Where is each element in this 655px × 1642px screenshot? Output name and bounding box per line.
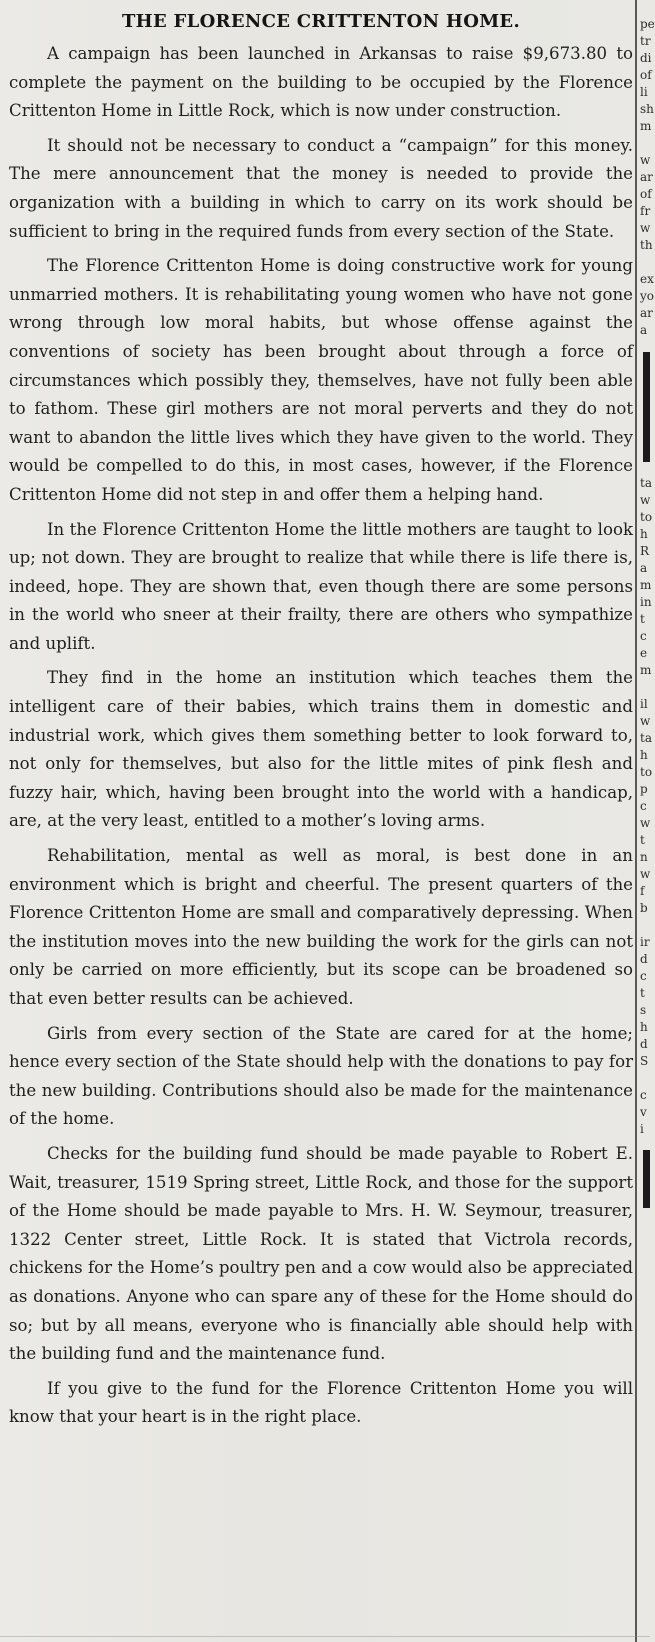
adjacent-column-fragment: w <box>640 867 651 881</box>
adjacent-column-fragment: ex <box>640 272 654 286</box>
adjacent-column-fragment: sh <box>640 102 654 116</box>
adjacent-column-fragment: h <box>640 748 648 762</box>
adjacent-column-fragment: d <box>640 952 648 966</box>
adjacent-column-bar-bottom <box>643 1150 650 1208</box>
adjacent-column-fragment: s <box>640 1003 647 1017</box>
adjacent-column-fragment: p <box>640 782 648 796</box>
adjacent-column-fragment: w <box>640 153 651 167</box>
paragraph-1: A campaign has been launched in Arkansas to raise $9,673.80 to complete the payment on the building to be occupied by the Florence Crittenton Home in Little Rock, which is now under construction. <box>9 44 633 121</box>
adjacent-column-fragments <box>640 16 655 1138</box>
adjacent-column-fragment: c <box>640 1088 647 1102</box>
paragraph-6: Rehabilitation, mental as well as moral, is best done in an environment which is bright and cheerful. The present quarters of the Florence Crittenton Home are small and comparatively depressing. When the institution moves into the new building the work for the girls can not only be carried on more efficiently, but its scope can be broadened so that even better results can be achieved. <box>9 846 633 1008</box>
adjacent-column-fragment: t <box>640 612 645 626</box>
adjacent-column-fragment: i <box>640 1122 644 1136</box>
adjacent-column-fragment: v <box>640 1105 647 1119</box>
adjacent-column-fragment: of <box>640 68 652 82</box>
paragraph-8: Checks for the building fund should be made payable to Robert E. Wait, treasurer, 1519 Spring street, Little Rock, and those for the support of the Home should be made payable to Mrs. H. W. Seymour, treasurer, 1322 Center street, Little Rock. It is stated that Victrola records, chickens for the Home’s poultry pen and a cow would also be appreciated as donations. Anyone who can spare any of these for the Home should do so; but by all means, everyone who is financially able should help with the building fund and the maintenance fund. <box>9 1143 633 1364</box>
adjacent-column-fragment: in <box>640 595 652 609</box>
adjacent-column-fragment: di <box>640 51 652 65</box>
adjacent-column-fragment: a <box>640 323 648 337</box>
adjacent-column-fragment: fr <box>640 204 651 218</box>
adjacent-column-fragment: yo <box>640 289 655 303</box>
adjacent-column-fragment: ar <box>640 170 653 184</box>
adjacent-column-fragment: f <box>640 884 645 898</box>
adjacent-column-fragment <box>640 1070 652 1087</box>
adjacent-column-fragment: w <box>640 816 651 830</box>
paragraph-4: In the Florence Crittenton Home the little mothers are taught to look up; not down. They are brought to realize that while there is life there is, indeed, hope. They are shown that, even though there are some persons in the world who sneer at their frailty, there are others who sympathize and uplift. <box>9 519 633 653</box>
paragraph-7: Girls from every section of the State are cared for at the home; hence every section of the State should help with the donations to pay for the new building. Contributions should also be made for the maintenance of the home. <box>9 1023 633 1129</box>
adjacent-column-fragment: a <box>640 561 648 575</box>
adjacent-column-fragment <box>640 917 652 934</box>
adjacent-column-fragment: of <box>640 187 652 201</box>
adjacent-column-fragment: th <box>640 238 653 252</box>
adjacent-column-fragment: ir <box>640 935 650 949</box>
adjacent-column-fragment: R <box>640 544 650 558</box>
adjacent-column-fragment: h <box>640 527 648 541</box>
adjacent-column-fragment: m <box>640 578 652 592</box>
adjacent-column-fragment: S <box>640 1054 649 1068</box>
adjacent-column-bar-top <box>643 352 650 462</box>
column-rule <box>635 0 637 1642</box>
adjacent-column-fragment: b <box>640 901 648 915</box>
adjacent-column-fragment <box>640 679 652 696</box>
adjacent-column-fragment: h <box>640 1020 648 1034</box>
adjacent-column-fragment: c <box>640 799 647 813</box>
paragraph-5: They find in the home an institution which teaches them the intelligent care of their babies, which trains them in domestic and industrial work, which gives them something better to look forward to, not only for themselves, but also for the little mites of pink flesh and fuzzy hair, which, having been brought into the world with a handicap, are, at the very least, entitled to a mother’s loving arms. <box>9 668 633 831</box>
adjacent-column-fragment: t <box>640 986 645 1000</box>
adjacent-column-fragment: c <box>640 969 647 983</box>
adjacent-column-fragment: il <box>640 697 648 711</box>
adjacent-column-fragment: tr <box>640 34 651 48</box>
adjacent-column-fragment: ta <box>640 731 652 745</box>
adjacent-column-fragment: m <box>640 663 652 677</box>
adjacent-column-fragment: w <box>640 714 651 728</box>
adjacent-column-fragment: e <box>640 646 648 660</box>
adjacent-column-fragment: w <box>640 493 651 507</box>
adjacent-column-fragment: li <box>640 85 648 99</box>
adjacent-column-fragment: ar <box>640 306 653 320</box>
adjacent-column-fragment: m <box>640 119 652 133</box>
adjacent-column-fragment <box>640 135 652 152</box>
paragraph-2: It should not be necessary to conduct a “campaign” for this money. The mere announcement that the money is needed to provide the organization with a building in which to carry on its work should be sufficient to bring in the required funds from every section of the State. <box>9 135 633 241</box>
paragraph-9: If you give to the fund for the Florence Crittenton Home you will know that your heart is in the right place. <box>9 1378 633 1427</box>
page-bottom-edge <box>0 1636 650 1637</box>
adjacent-column-fragment: n <box>640 850 648 864</box>
adjacent-column-fragment: pe <box>640 17 655 31</box>
article-title: THE FLORENCE CRITTENTON HOME. <box>121 11 521 32</box>
adjacent-column-fragment: t <box>640 833 645 847</box>
adjacent-column-fragment: to <box>640 765 653 779</box>
paragraph-3: The Florence Crittenton Home is doing constructive work for young unmarried mothers. It is rehabilitating young women who have not gone wrong through low moral habits, but whose offense against the conventions of society has been brought about through a force of circumstances which possibly they, themselves, have not fully been able to fathom. These girl mothers are not moral perverts and they do not want to abandon the little lives which they have given to the world. They would be compelled to do this, in most cases, however, if the Florence Crittenton Home did not step in and offer them a helping hand. <box>9 256 633 504</box>
adjacent-column-fragment <box>640 254 652 271</box>
adjacent-column-fragment: to <box>640 510 653 524</box>
article <box>9 10 633 1438</box>
adjacent-column-fragment: ta <box>640 476 652 490</box>
adjacent-column-fragment: d <box>640 1037 648 1051</box>
adjacent-column-fragment: c <box>640 629 647 643</box>
adjacent-column-fragment: w <box>640 221 651 235</box>
